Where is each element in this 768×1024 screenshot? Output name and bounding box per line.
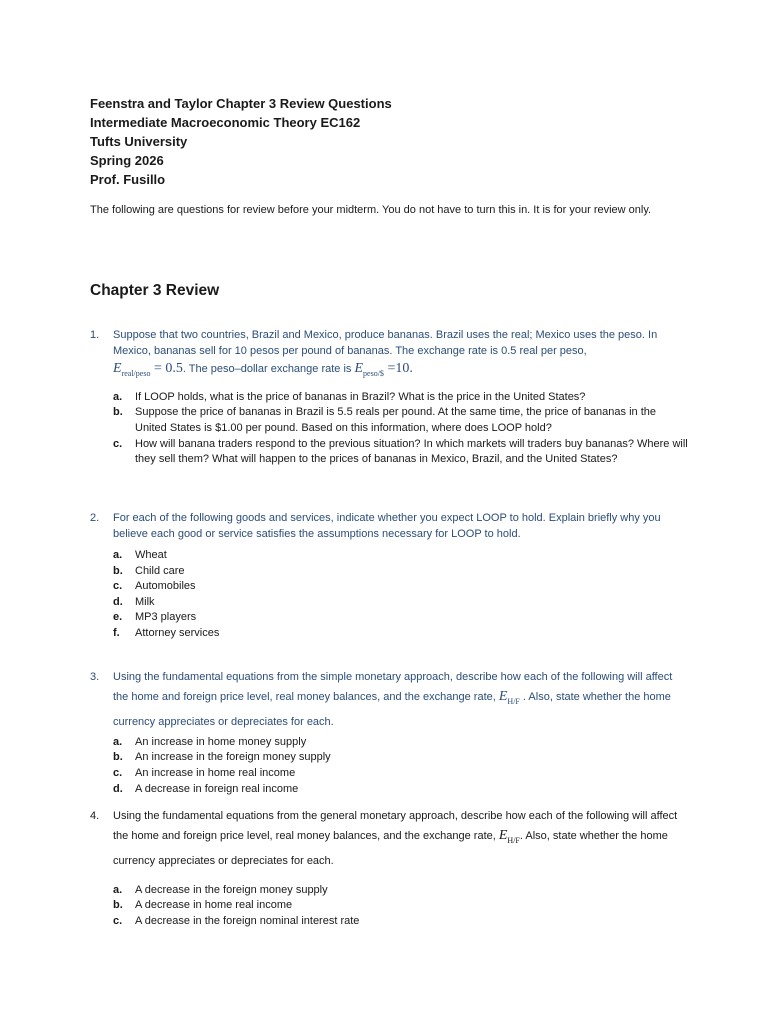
question-1	[90, 327, 690, 468]
question-number: 1.	[90, 329, 100, 341]
question-stem-text: Using the fundamental equations from the simple monetary approach, describe how each of the following will affect the home and foreign price level, real money balances, and the exchange rate,	[113, 671, 673, 703]
intro-paragraph: The following are questions for review before your midterm. You do not have to turn this in. It is for your review only.	[90, 204, 652, 216]
sub-question-letter: f.	[113, 626, 120, 639]
document-header	[90, 94, 392, 189]
question-stem-text: . Also, state whether the home currency appreciates or depreciates for each.	[113, 691, 671, 728]
sub-question	[113, 735, 690, 751]
sub-question-text: How will banana traders respond to the previous situation? In which markets will traders buy bananas? Where will they sell them? What will happen to the prices of bananas in Mexico, Brazil, and the United States?	[135, 437, 688, 466]
equation-subscript: H/F	[507, 696, 520, 706]
sub-question-text: Suppose the price of bananas in Brazil is 5.5 reals per pound. At the same time, the price of bananas in the United States is $1.00 per pound. Based on this information, where does LOOP hold?	[135, 406, 656, 434]
question-number: 3.	[90, 671, 100, 683]
sub-question-text: Milk	[135, 595, 155, 608]
header-title: Feenstra and Taylor Chapter 3 Review Questions	[90, 96, 392, 111]
equation-subscript: peso/$	[363, 368, 384, 378]
equation-subscript: H/F	[507, 835, 520, 845]
exchange-rate-equation	[354, 361, 412, 376]
sub-question-text: A decrease in the foreign nominal interest rate	[135, 914, 360, 927]
sub-question	[113, 579, 690, 595]
header-professor: Prof. Fusillo	[90, 172, 166, 187]
sub-question	[113, 883, 690, 899]
sub-question-letter: b.	[113, 406, 123, 419]
question-stem: For each of the following goods and services, indicate whether you expect LOOP to hold. Explain briefly why you believe each good or service satisfies the assumptions necessary for LOOP to hold.	[113, 512, 661, 540]
sub-question	[113, 766, 690, 782]
question-stem	[113, 327, 690, 384]
sub-question	[113, 390, 690, 406]
equation-value: =10.	[383, 361, 413, 376]
sub-question-text: Attorney services	[135, 626, 220, 639]
sub-question-list	[113, 548, 690, 642]
question-stem-text: . Also, state whether the home currency appreciates or depreciates for each.	[113, 830, 668, 867]
sub-question-text: An increase in the foreign money supply	[135, 751, 331, 764]
equation-symbol: E	[498, 828, 508, 843]
header-university: Tufts University	[90, 134, 188, 149]
sub-question-text: MP3 players	[135, 611, 197, 624]
sub-question	[113, 437, 690, 468]
sub-question-text: A decrease in the foreign money supply	[135, 883, 328, 896]
sub-question-text: An increase in home money supply	[135, 735, 307, 748]
question-stem	[113, 806, 690, 871]
header-term: Spring 2026	[90, 153, 164, 168]
sub-question	[113, 405, 690, 436]
equation-value: = 0.5	[150, 361, 183, 376]
question-number: 4.	[90, 810, 100, 822]
sub-question	[113, 595, 690, 611]
sub-question-text: A decrease in foreign real income	[135, 782, 299, 795]
sub-question-letter: a.	[113, 549, 123, 561]
question-number: 2.	[90, 512, 100, 524]
sub-question-text: Child care	[135, 564, 185, 577]
sub-question-letter: d.	[113, 782, 123, 795]
sub-question	[113, 626, 690, 642]
question-3	[90, 667, 690, 797]
sub-question-list	[113, 883, 690, 930]
sub-question	[113, 548, 690, 564]
sub-question-letter: e.	[113, 611, 123, 624]
question-stem-text: Suppose that two countries, Brazil and Mexico, produce bananas. Brazil uses the real; Mexico uses the peso. In Mexico, bananas sell for 10 pesos per pound of bananas. The exchange rate is 0.5 real per peso,	[113, 329, 658, 357]
equation-subscript: real/peso	[121, 368, 151, 378]
sub-question-text: An increase in home real income	[135, 766, 296, 779]
sub-question-letter: a.	[113, 883, 123, 896]
equation-symbol: E	[113, 361, 122, 376]
sub-question-text: Automobiles	[135, 580, 196, 593]
sub-question-list	[113, 735, 690, 797]
question-4	[90, 806, 690, 930]
sub-question-letter: c.	[113, 580, 123, 593]
sub-question	[113, 564, 690, 580]
sub-question-letter: c.	[113, 766, 123, 779]
equation-line	[113, 359, 690, 384]
question-stem	[113, 667, 690, 732]
sub-question	[113, 914, 690, 930]
sub-question-letter: c.	[113, 914, 123, 927]
sub-question-letter: d.	[113, 595, 123, 608]
sub-question-letter: a.	[113, 735, 123, 748]
sub-question-text: A decrease in home real income	[135, 899, 293, 912]
sub-question-letter: a.	[113, 390, 123, 403]
sub-question-text: If LOOP holds, what is the price of bananas in Brazil? What is the price in the United States?	[135, 390, 586, 403]
sub-question-list	[113, 390, 690, 468]
question-stem-text: . The peso–dollar exchange rate is	[182, 363, 355, 375]
sub-question	[113, 898, 690, 914]
sub-question-letter: b.	[113, 899, 123, 912]
exchange-rate-equation	[113, 361, 183, 376]
sub-question-letter: b.	[113, 751, 123, 764]
equation-symbol: E	[498, 689, 508, 704]
sub-question	[113, 750, 690, 766]
question-stem-text: Using the fundamental equations from the general monetary approach, describe how each of the following will affect the home and foreign price level, real money balances, and the exchange rate,	[113, 810, 678, 842]
question-2	[90, 510, 690, 642]
header-course: Intermediate Macroeconomic Theory EC162	[90, 115, 361, 130]
exchange-rate-symbol	[499, 828, 520, 843]
sub-question-letter: b.	[113, 564, 123, 577]
exchange-rate-symbol	[499, 689, 520, 704]
sub-question	[113, 610, 690, 626]
sub-question-text: Wheat	[135, 549, 167, 561]
sub-question	[113, 782, 690, 798]
section-title: Chapter 3 Review	[90, 282, 220, 299]
equation-symbol: E	[354, 361, 364, 376]
sub-question-letter: c.	[113, 437, 123, 450]
